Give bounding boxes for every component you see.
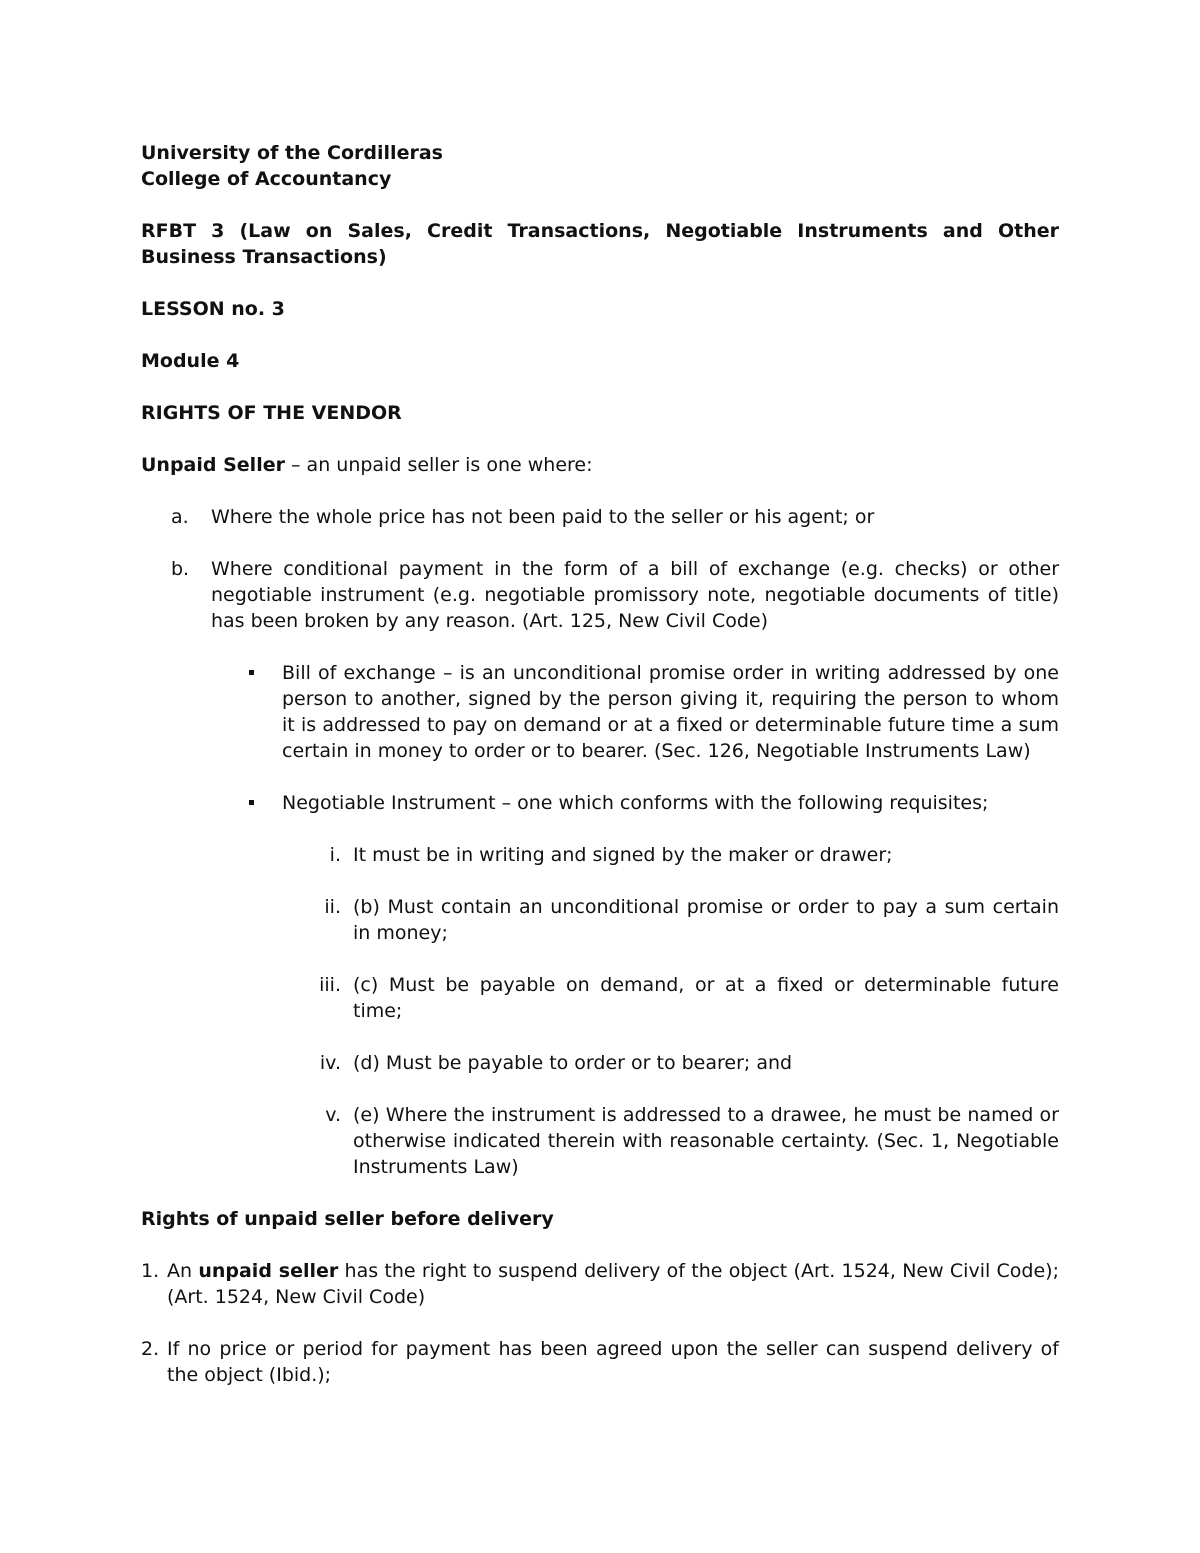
list-marker: a. (171, 506, 189, 528)
requisite-item (303, 1050, 1059, 1076)
requisite-marker: ii. (324, 896, 341, 918)
topic-heading: RIGHTS OF THE VENDOR (141, 402, 402, 424)
requisite-text: (e) Where the instrument is addressed to a drawee, he must be named or otherwise indicated therein with reasonable certainty. (Sec. 1, Negotiable Instruments Law) (353, 1104, 1059, 1178)
requisite-item (303, 1102, 1059, 1180)
bullet-item (233, 790, 1059, 816)
unpaid-seller-term: Unpaid Seller (141, 454, 285, 476)
numbered-item (141, 1336, 1059, 1388)
bullet-marker (233, 660, 282, 764)
numbered-text: If no price or period for payment has been agreed upon the seller can suspend delivery of the object (Ibid.); (167, 1338, 1059, 1386)
college-name: College of Accountancy (141, 168, 392, 190)
document-page (141, 140, 1059, 1388)
list-item (141, 556, 1059, 634)
requisite-marker: i. (329, 844, 341, 866)
list-item-text: Where the whole price has not been paid to the seller or his agent; or (211, 506, 875, 528)
requisite-marker: v. (325, 1104, 341, 1126)
numbered-marker: 2. (141, 1338, 160, 1360)
list-marker: b. (171, 558, 190, 580)
numbered-marker: 1. (141, 1260, 160, 1282)
numbered-text-suffix: has the right to suspend delivery of the object (Art. 1524, New Civil Code); (Art. 1524, New Civil Code) (167, 1260, 1059, 1308)
lesson-number: LESSON no. 3 (141, 298, 285, 320)
requisite-item (303, 842, 1059, 868)
requisite-text: It must be in writing and signed by the maker or drawer; (353, 844, 893, 866)
requisite-text: (d) Must be payable to order or to bearer; and (353, 1052, 793, 1074)
list-item (141, 504, 1059, 530)
section-heading: Rights of unpaid seller before delivery (141, 1208, 554, 1230)
requisite-item (303, 894, 1059, 946)
requisite-marker: iv. (319, 1052, 341, 1074)
requisite-text: (c) Must be payable on demand, or at a fixed or determinable future time; (353, 974, 1059, 1022)
course-title: RFBT 3 (Law on Sales, Credit Transactions, Negotiable Instruments and Other Business Transactions) (141, 220, 1059, 268)
numbered-text (167, 1258, 1059, 1310)
unpaid-seller-definition (141, 452, 1059, 478)
bullet-text: Negotiable Instrument – one which conforms with the following requisites; (282, 792, 989, 814)
module-number: Module 4 (141, 350, 240, 372)
unpaid-seller-definition-text: – an unpaid seller is one where: (284, 454, 593, 476)
requisite-item (303, 972, 1059, 1024)
list-item-text: Where conditional payment in the form of a bill of exchange (e.g. checks) or other negotiable instrument (e.g. negotiable promissory note, negotiable documents of title) has been broken by any reason. (Art. 125, New Civil Code) (211, 558, 1059, 632)
bullet-text: Bill of exchange – is an unconditional promise order in writing addressed by one person to another, signed by the person giving it, requiring the person to whom it is addressed to pay on demand or at a fixed or determinable future time a sum certain in money to order or to bearer. (Sec. 126, Negotiable Instruments Law) (282, 662, 1059, 762)
bullet-item (233, 660, 1059, 764)
bullet-marker (233, 790, 282, 816)
numbered-text-emphasis: unpaid seller (198, 1260, 339, 1282)
requisite-marker: iii. (319, 974, 341, 996)
university-name: University of the Cordilleras (141, 142, 443, 164)
numbered-item (141, 1258, 1059, 1310)
requisite-text: (b) Must contain an unconditional promise or order to pay a sum certain in money; (353, 896, 1059, 944)
numbered-text-prefix: An (167, 1260, 199, 1282)
